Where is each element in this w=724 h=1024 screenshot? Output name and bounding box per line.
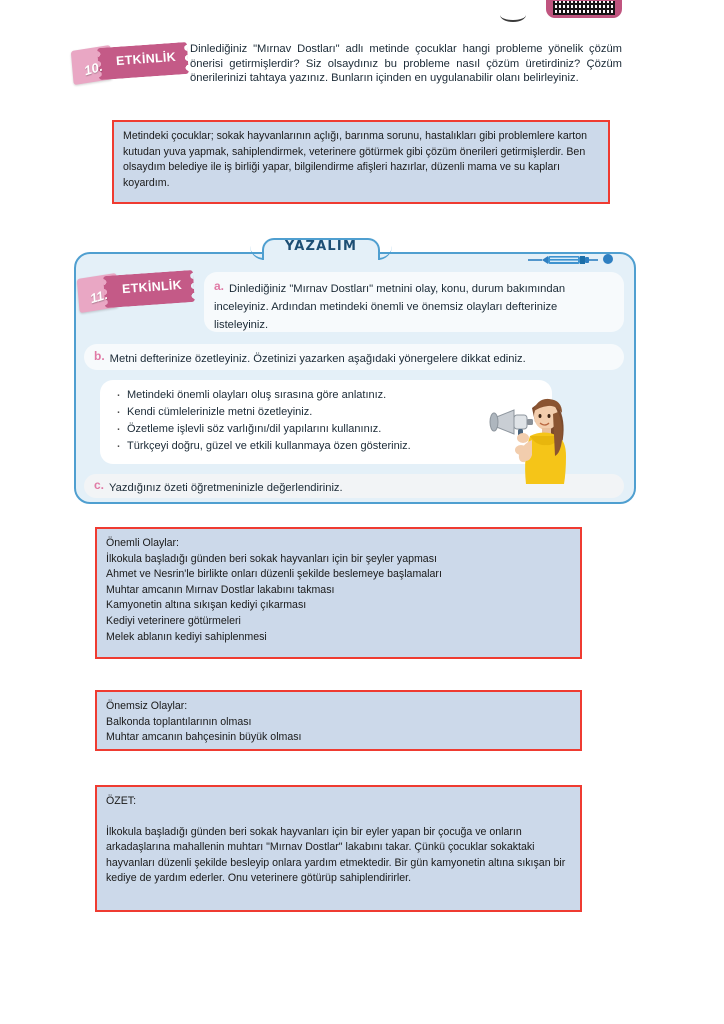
unimportant-events-box[interactable] (95, 690, 582, 751)
qr-code-icon[interactable] (546, 0, 622, 18)
item-a-text: Dinlediğiniz "Mırnav Dostları" metnini olay, konu, durum bakımından inceleyiniz. Ardından metindeki önemli ve önemsiz olayları defterinize listeleyiniz. (214, 283, 566, 331)
activity-10-answer-box[interactable] (112, 120, 610, 204)
list-item: · Türkçeyi doğru, güzel ve etkili kullanmaya özen gösteriniz. (114, 438, 538, 455)
event-line: Ahmet ve Nesrin'le birlikte onları düzenli şekilde beslemeye başlamaları (106, 568, 442, 581)
curve-mark-icon (500, 8, 526, 22)
item-b-box (84, 344, 624, 370)
girl-with-megaphone-image (488, 386, 574, 484)
event-line: Melek ablanın kediyi sahiplenmesi (106, 630, 267, 643)
item-b-letter: b. (94, 349, 105, 363)
item-c-text: Yazdığınız özeti öğretmeninizle değerlendiriniz. (109, 482, 343, 494)
list-item: · Özetleme işlevli söz varlığını/dil yapılarını kullanınız. (114, 421, 538, 438)
event-line: Muhtar amcanın bahçesinin büyük olması (106, 731, 302, 744)
event-line: Muhtar amcanın Mırnav Dostlar lakabını takması (106, 583, 335, 596)
item-c-letter: c. (94, 478, 105, 492)
box-title: Önemli Olaylar: (106, 537, 179, 549)
qr-code-image (553, 1, 615, 15)
list-item: · Metindeki önemli olayları oluş sırasına göre anlatınız. (114, 387, 538, 404)
item-a-letter: a. (214, 279, 225, 293)
yazalim-tab-title: YAZALIM (284, 239, 358, 254)
badge-number: 10. (82, 58, 105, 79)
event-line: Kediyi veterinere götürmeleri (106, 614, 241, 627)
activity-badge-11 (78, 272, 196, 314)
badge-number: 11. (88, 286, 110, 307)
event-line: İlkokula başladığı günden beri sokak hayvanları için bir şeyler yapması (106, 552, 437, 565)
summary-box[interactable] (95, 785, 582, 912)
list-item: · Kendi cümlelerinizle metni özetleyiniz. (114, 404, 538, 421)
activity-badge-10 (72, 44, 190, 86)
box-title: Önemsiz Olaylar: (106, 700, 188, 712)
answer-text: Metindeki çocuklar; sokak hayvanlarının açlığı, barınma sorunu, hastalıkları gibi problemlere karton kutudan yuva yapmak, sahiplendirmek, veterinere götürmek gibi çözüm önerileri getirmişlerdir. Ben olsaydım belediye ile iş birliği yapar, bilgilendirme afişleri hazırlar, düzenli mama ve su kapları koyardım. (123, 130, 587, 189)
item-a-box (204, 272, 624, 332)
spacer (106, 810, 571, 825)
guidelines-list (114, 387, 538, 455)
activity-10-instruction: Dinlediğiniz "Mırnav Dostları" adlı metinde çocuklar hangi probleme yönelik çözüm önerisi getirmişlerdir? Siz olsaydınız bu probleme nasıl çözüm üretirdiniz? Çözüm önerilerinizi tahtaya yazınız. Bunların içinden en uygulanabilir olanı belirleyiniz. (190, 43, 622, 85)
item-b-text: Metni defterinize özetleyiniz. Özetinizi yazarken aşağıdaki yönergelere dikkat ediniz. (109, 353, 526, 365)
event-line: Balkonda toplantılarının olması (106, 715, 252, 728)
summary-text: İlkokula başladığı günden beri sokak hayvanları için bir eyler yapan bir çocuğa ve onların arkadaşlarına mahallenin muhtarı "Mırnav Dostlar" lakabını takar. Çünkü çocuklar sokaktaki hayvanları düzenli şekilde besleyip onlara yardım etmektedir. Bir gün kamyonetin altına sıkışan bir kediye de yardım ederler. Onu veterinere götürüp sahiplendirirler. (106, 825, 566, 885)
badge-label: ETKİNLİK (121, 277, 183, 297)
box-title: ÖZET: (106, 795, 137, 807)
dot-icon (603, 254, 613, 264)
event-line: Kamyonetin altına sıkışan kediyi çıkarması (106, 599, 307, 612)
pencil-icon (528, 253, 598, 267)
important-events-box[interactable] (95, 527, 582, 659)
guidelines-box (100, 380, 552, 464)
badge-label: ETKİNLİK (115, 49, 177, 69)
